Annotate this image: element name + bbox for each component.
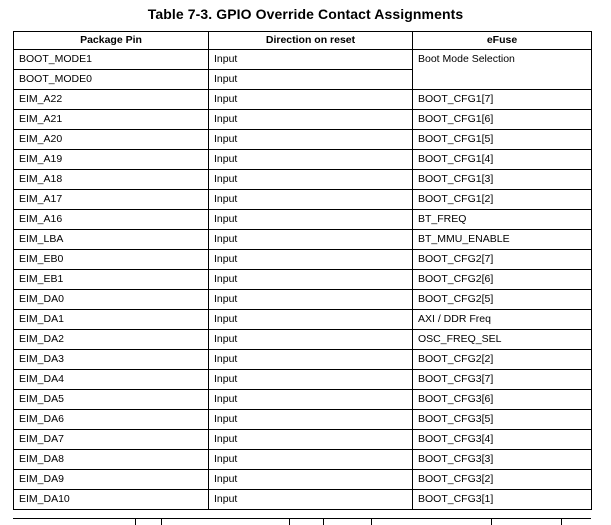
direction-cell: Input (209, 270, 413, 290)
package-pin-cell: EIM_DA3 (14, 350, 209, 370)
table-row (14, 250, 592, 270)
efuse-cell: Boot Mode Selection (413, 50, 592, 90)
direction-cell: Input (209, 370, 413, 390)
package-pin-cell: EIM_DA0 (14, 290, 209, 310)
direction-cell: Input (209, 470, 413, 490)
gpio-override-table (13, 31, 592, 510)
direction-cell: Input (209, 110, 413, 130)
table-row (14, 230, 592, 250)
table-row (14, 170, 592, 190)
package-pin-cell: BOOT_MODE1 (14, 50, 209, 70)
truncated-next-row (13, 518, 591, 525)
efuse-cell: AXI / DDR Freq (413, 310, 592, 330)
direction-cell: Input (209, 410, 413, 430)
package-pin-cell: EIM_DA5 (14, 390, 209, 410)
table-row (14, 210, 592, 230)
package-pin-cell: EIM_DA1 (14, 310, 209, 330)
efuse-cell: BOOT_CFG1[5] (413, 130, 592, 150)
direction-cell: Input (209, 170, 413, 190)
package-pin-cell: EIM_A20 (14, 130, 209, 150)
efuse-cell: BOOT_CFG2[6] (413, 270, 592, 290)
direction-cell: Input (209, 290, 413, 310)
package-pin-cell: EIM_A18 (14, 170, 209, 190)
table-caption: Table 7-3. GPIO Override Contact Assignments (147, 6, 464, 22)
package-pin-cell: EIM_A17 (14, 190, 209, 210)
table-row (14, 290, 592, 310)
package-pin-cell: EIM_A22 (14, 90, 209, 110)
package-pin-cell: EIM_DA8 (14, 450, 209, 470)
table-row (14, 130, 592, 150)
package-pin-cell: EIM_LBA (14, 230, 209, 250)
package-pin-cell: EIM_DA6 (14, 410, 209, 430)
header-row (14, 32, 592, 50)
table-row (14, 370, 592, 390)
table-row (14, 450, 592, 470)
efuse-cell: BOOT_CFG3[6] (413, 390, 592, 410)
table-row (14, 110, 592, 130)
direction-cell: Input (209, 450, 413, 470)
package-pin-cell: EIM_A19 (14, 150, 209, 170)
package-pin-cell: EIM_DA7 (14, 430, 209, 450)
table-row (14, 330, 592, 350)
table-row (14, 50, 592, 70)
table-row (14, 270, 592, 290)
table-row (14, 470, 592, 490)
direction-cell: Input (209, 50, 413, 70)
package-pin-cell: BOOT_MODE0 (14, 70, 209, 90)
package-pin-cell: EIM_EB0 (14, 250, 209, 270)
efuse-cell: BOOT_CFG1[7] (413, 90, 592, 110)
direction-cell: Input (209, 350, 413, 370)
direction-cell: Input (209, 330, 413, 350)
efuse-cell: BOOT_CFG2[2] (413, 350, 592, 370)
efuse-cell: BOOT_CFG1[4] (413, 150, 592, 170)
package-pin-cell: EIM_DA4 (14, 370, 209, 390)
header-efuse: eFuse (413, 32, 592, 50)
direction-cell: Input (209, 430, 413, 450)
table-row (14, 90, 592, 110)
direction-cell: Input (209, 90, 413, 110)
direction-cell: Input (209, 210, 413, 230)
table-row (14, 190, 592, 210)
table-row (14, 150, 592, 170)
efuse-cell: BOOT_CFG2[5] (413, 290, 592, 310)
efuse-cell: BOOT_CFG2[7] (413, 250, 592, 270)
efuse-cell: OSC_FREQ_SEL (413, 330, 592, 350)
table-row (14, 490, 592, 510)
table-row (14, 410, 592, 430)
header-package-pin: Package Pin (14, 32, 209, 50)
direction-cell: Input (209, 130, 413, 150)
direction-cell: Input (209, 310, 413, 330)
efuse-cell: BOOT_CFG1[6] (413, 110, 592, 130)
efuse-cell: BOOT_CFG1[3] (413, 170, 592, 190)
efuse-cell: BOOT_CFG1[2] (413, 190, 592, 210)
package-pin-cell: EIM_EB1 (14, 270, 209, 290)
package-pin-cell: EIM_A16 (14, 210, 209, 230)
table-row (14, 390, 592, 410)
efuse-cell: BOOT_CFG3[3] (413, 450, 592, 470)
direction-cell: Input (209, 230, 413, 250)
table-row (14, 430, 592, 450)
package-pin-cell: EIM_A21 (14, 110, 209, 130)
efuse-cell: BOOT_CFG3[2] (413, 470, 592, 490)
efuse-cell: BT_MMU_ENABLE (413, 230, 592, 250)
header-direction-on-reset: Direction on reset (209, 32, 413, 50)
direction-cell: Input (209, 390, 413, 410)
table-row (14, 310, 592, 330)
direction-cell: Input (209, 490, 413, 510)
package-pin-cell: EIM_DA10 (14, 490, 209, 510)
direction-cell: Input (209, 150, 413, 170)
direction-cell: Input (209, 190, 413, 210)
efuse-cell: BT_FREQ (413, 210, 592, 230)
package-pin-cell: EIM_DA9 (14, 470, 209, 490)
efuse-cell: BOOT_CFG3[4] (413, 430, 592, 450)
efuse-cell: BOOT_CFG3[5] (413, 410, 592, 430)
direction-cell: Input (209, 250, 413, 270)
efuse-cell: BOOT_CFG3[7] (413, 370, 592, 390)
table-row (14, 350, 592, 370)
direction-cell: Input (209, 70, 413, 90)
efuse-cell: BOOT_CFG3[1] (413, 490, 592, 510)
package-pin-cell: EIM_DA2 (14, 330, 209, 350)
